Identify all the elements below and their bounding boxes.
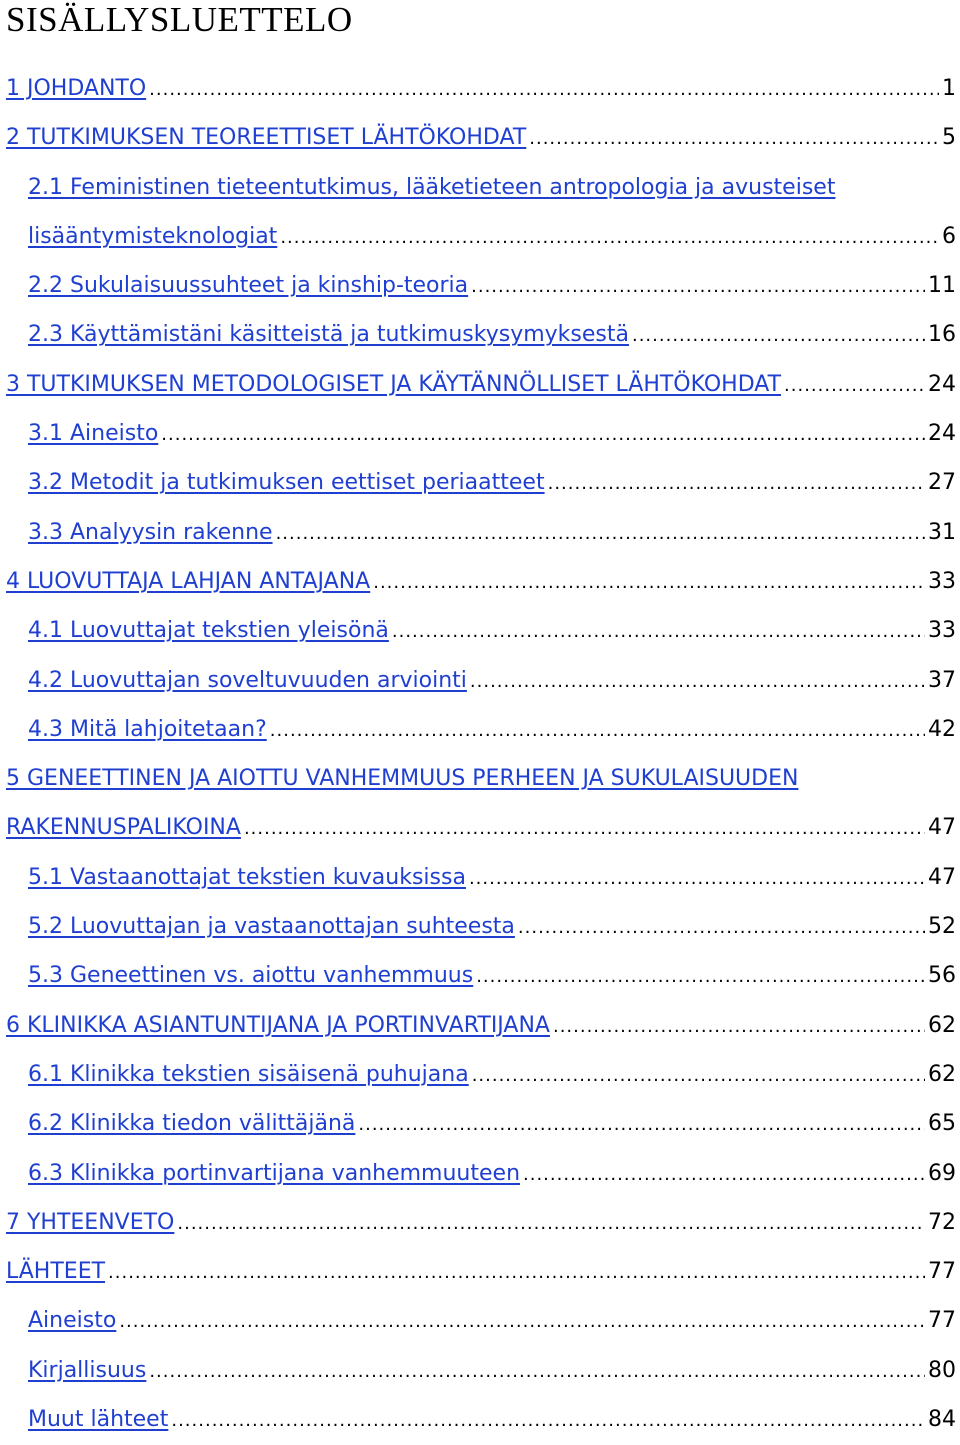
toc-entry[interactable] [6, 1247, 956, 1296]
toc-entry-link[interactable]: 3.2 Metodit ja tutkimuksen eettiset periaatteet [28, 470, 545, 496]
toc-entry[interactable] [6, 310, 956, 359]
toc-page-number: 47 [928, 815, 956, 841]
dot-leader [470, 657, 925, 706]
toc-entry[interactable] [6, 64, 956, 113]
dot-leader [471, 262, 925, 311]
dot-leader [270, 706, 925, 755]
toc-page-number: 24 [928, 371, 956, 397]
toc-page-number: 65 [928, 1111, 956, 1137]
toc-entry[interactable] [6, 1296, 956, 1345]
toc-page-number: 5 [942, 125, 956, 151]
toc-entry[interactable] [6, 360, 956, 409]
dot-leader [358, 1100, 925, 1149]
toc-entry-link[interactable]: RAKENNUSPALIKOINA [6, 815, 241, 841]
toc-entry[interactable] [6, 803, 956, 852]
dot-leader [177, 1199, 925, 1248]
toc-entry-link[interactable]: Kirjallisuus [28, 1357, 147, 1383]
dot-leader [529, 114, 939, 163]
toc-page-number: 77 [928, 1259, 956, 1285]
dot-leader [553, 1002, 925, 1051]
toc-entry[interactable] [6, 1099, 956, 1148]
toc-entry-link[interactable]: 6.3 Klinikka portinvartijana vanhemmuuteen [28, 1160, 521, 1186]
dot-leader [244, 804, 925, 853]
toc-page-number: 24 [928, 421, 956, 447]
toc-entry-link[interactable]: 6.2 Klinikka tiedon välittäjänä [28, 1111, 356, 1137]
toc-entry-link[interactable]: 3.3 Analyysin rakenne [28, 519, 273, 545]
dot-leader [469, 854, 925, 903]
toc-entry[interactable] [6, 409, 956, 458]
toc-entry-link[interactable]: 4 LUOVUTTAJA LAHJAN ANTAJANA [6, 568, 371, 594]
toc-entry-link[interactable]: 4.3 Mitä lahjoitetaan? [28, 716, 267, 742]
dot-leader [632, 311, 925, 360]
toc-entry-link[interactable]: 2 TUTKIMUKSEN TEOREETTISET LÄHTÖKOHDAT [6, 125, 527, 151]
toc-entry[interactable] [6, 1346, 956, 1395]
toc-page-number: 6 [942, 223, 956, 249]
toc-page-number: 56 [928, 963, 956, 989]
toc-entry-link[interactable]: 5.3 Geneettinen vs. aiottu vanhemmuus [28, 963, 474, 989]
dot-leader [161, 410, 925, 459]
toc-entry[interactable] [6, 113, 956, 162]
dot-leader [518, 903, 925, 952]
toc-page-number: 77 [928, 1308, 956, 1334]
toc-entry-link[interactable]: 2.2 Sukulaisuussuhteet ja kinship-teoria [28, 273, 469, 299]
toc-entry-link[interactable]: lisääntymisteknologiat [28, 223, 278, 249]
toc-page-number: 33 [928, 618, 956, 644]
toc-page-number: 11 [928, 273, 956, 299]
dot-leader [119, 1297, 925, 1346]
toc-page-number: 1 [942, 76, 956, 101]
dot-leader [472, 1051, 925, 1100]
dot-leader [280, 213, 939, 262]
toc-page-number: 37 [928, 667, 956, 693]
toc-page-number: 62 [928, 1012, 956, 1038]
toc-entry[interactable] [6, 1050, 956, 1099]
toc-entry[interactable] [6, 1001, 956, 1050]
toc-page-number: 16 [928, 322, 956, 348]
toc-entry-link[interactable]: 6 KLINIKKA ASIANTUNTIJANA JA PORTINVARTIJANA [6, 1012, 550, 1038]
toc-entry[interactable] [6, 656, 956, 705]
toc-entry-line[interactable] [6, 754, 956, 803]
table-of-contents [6, 64, 956, 1444]
toc-entry-link[interactable]: Muut lähteet [28, 1407, 169, 1433]
toc-entry-link[interactable]: 7 YHTEENVETO [6, 1209, 175, 1235]
toc-entry[interactable] [6, 261, 956, 310]
dot-leader [276, 509, 925, 558]
toc-entry[interactable] [6, 1395, 956, 1444]
toc-entry-link[interactable]: 5 GENEETTINEN JA AIOTTU VANHEMMUUS PERHEEN JA SUKULAISUUDEN [6, 766, 799, 792]
toc-entry[interactable] [6, 951, 956, 1000]
toc-entry-line[interactable] [6, 163, 956, 212]
toc-entry[interactable] [6, 508, 956, 557]
dot-leader [149, 1347, 925, 1396]
toc-entry-link[interactable]: 4.2 Luovuttajan soveltuvuuden arviointi [28, 667, 467, 693]
dot-leader [149, 65, 939, 114]
toc-page-number: 62 [928, 1061, 956, 1087]
dot-leader [373, 558, 925, 607]
toc-page-number: 31 [928, 519, 956, 545]
toc-page-number: 52 [928, 914, 956, 940]
toc-entry-link[interactable]: 6.1 Klinikka tekstien sisäisenä puhujana [28, 1061, 469, 1087]
dot-leader [784, 361, 925, 410]
toc-page-number: 33 [928, 568, 956, 594]
toc-entry[interactable] [6, 557, 956, 606]
toc-entry[interactable] [6, 1149, 956, 1198]
dot-leader [392, 607, 925, 656]
toc-entry[interactable] [6, 606, 956, 655]
dot-leader [476, 952, 925, 1001]
toc-page-number: 42 [928, 716, 956, 742]
dot-leader [523, 1150, 925, 1199]
toc-page-number: 69 [928, 1160, 956, 1186]
toc-entry[interactable] [6, 212, 956, 261]
toc-entry-link[interactable]: 3.1 Aineisto [28, 421, 159, 447]
toc-entry-link[interactable]: 5.2 Luovuttajan ja vastaanottajan suhteesta [28, 914, 515, 940]
page-title: SISÄLLYSLUETTELO [6, 0, 353, 39]
toc-entry[interactable] [6, 458, 956, 507]
toc-entry-link[interactable]: LÄHTEET [6, 1259, 106, 1285]
toc-entry-link[interactable]: 2.3 Käyttämistäni käsitteistä ja tutkimuskysymyksestä [28, 322, 629, 348]
dot-leader [108, 1248, 925, 1297]
toc-entry-link[interactable]: 2.1 Feministinen tieteentutkimus, lääketieteen antropologia ja avusteiset [28, 174, 836, 200]
toc-entry[interactable] [6, 853, 956, 902]
toc-entry-link[interactable]: Aineisto [28, 1308, 117, 1334]
toc-page-number: 84 [928, 1407, 956, 1433]
toc-entry[interactable] [6, 705, 956, 754]
toc-entry[interactable] [6, 1198, 956, 1247]
toc-entry-link[interactable]: 4.1 Luovuttajat tekstien yleisönä [28, 618, 389, 644]
toc-entry-link[interactable]: 5.1 Vastaanottajat tekstien kuvauksissa [28, 864, 466, 890]
dot-leader [548, 459, 925, 508]
toc-entry-link[interactable]: 1 JOHDANTO [6, 76, 147, 101]
toc-page-number: 27 [928, 470, 956, 496]
toc-page-number: 72 [928, 1209, 956, 1235]
toc-page-number: 80 [928, 1357, 956, 1383]
toc-entry-link[interactable]: 3 TUTKIMUKSEN METODOLOGISET JA KÄYTÄNNÖLLISET LÄHTÖKOHDAT [6, 371, 782, 397]
toc-page-number: 47 [928, 864, 956, 890]
toc-entry[interactable] [6, 902, 956, 951]
